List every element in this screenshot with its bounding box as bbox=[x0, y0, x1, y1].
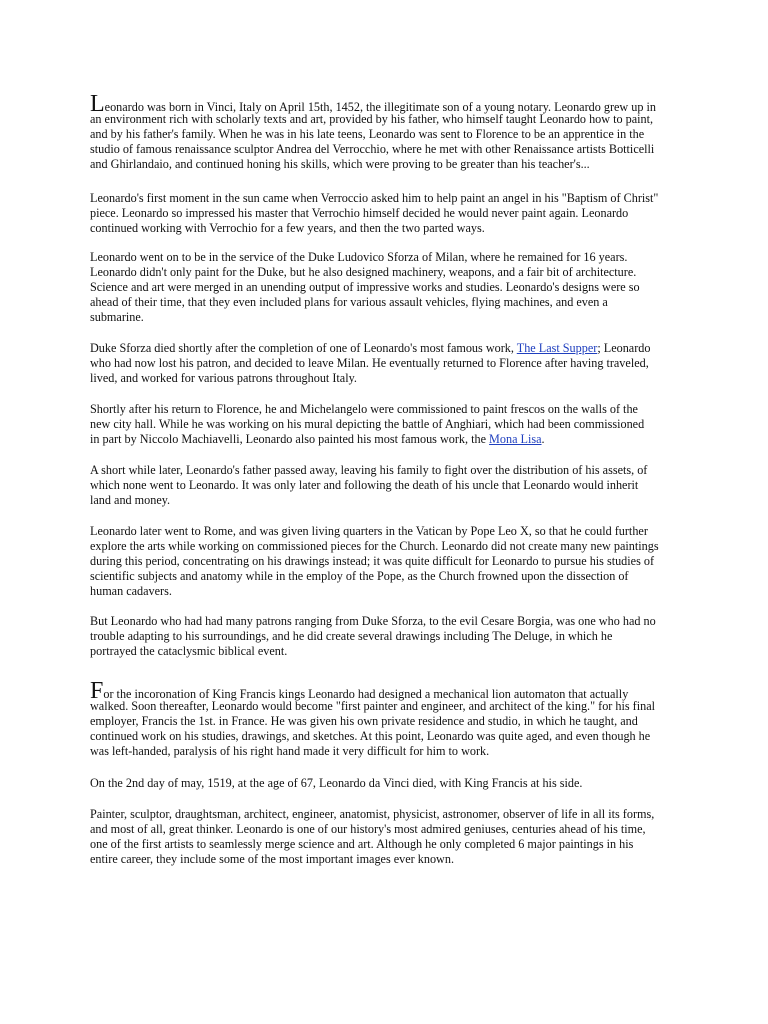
paragraph-line: Leonardo was born in Vinci, Italy on April 15th, 1452, the illegitimate son of a young notary. Leonardo grew up in bbox=[90, 91, 656, 117]
paragraph-patrons bbox=[90, 614, 690, 659]
paragraph-rome bbox=[90, 524, 690, 599]
paragraph-king-francis bbox=[90, 678, 690, 759]
paragraph-line: and by his father's family. When he was in his late teens, Leonardo was sent to Florence to be an apprentice in the bbox=[90, 127, 645, 142]
paragraph-death bbox=[90, 776, 690, 791]
paragraph-line: portrayed the cataclysmic biblical event. bbox=[90, 644, 288, 659]
paragraph-sforza bbox=[90, 250, 690, 325]
paragraph-line: trouble adapting to his surroundings, and he did create several drawings including The Deluge, in which he bbox=[90, 629, 613, 644]
paragraph-line: Leonardo later went to Rome, and was given living quarters in the Vatican by Pope Leo X, so that he could further bbox=[90, 524, 648, 538]
paragraph-line: Duke Sforza died shortly after the completion of one of Leonardo's most famous work, The Last Supper; Leonardo bbox=[90, 341, 651, 355]
paragraph-line: lived, and worked for various patrons throughout Italy. bbox=[90, 371, 357, 386]
link-mona-lisa[interactable]: Mona Lisa bbox=[489, 432, 542, 447]
paragraph-line: studio of famous renaissance sculptor Andrea del Verrocchio, where he met with other Renaissance artists Botticelli bbox=[90, 142, 655, 157]
paragraph-line: piece. Leonardo so impressed his master that Verrochio himself decided he would never paint again. Leonardo bbox=[90, 206, 629, 221]
paragraph-mona-lisa bbox=[90, 402, 690, 447]
paragraph-line: land and money. bbox=[90, 493, 171, 508]
paragraph-line: new city hall. While he was working on his mural depicting the battle of Anghiari, which had been commissioned bbox=[90, 417, 645, 432]
paragraph-father-death bbox=[90, 463, 690, 508]
paragraph-line: explore the arts while working on commissioned pieces for the Church. Leonardo did not create many new paintings bbox=[90, 539, 659, 554]
paragraph-line: ahead of their time, that they even included plans for various assault vehicles, flying machines, and even a bbox=[90, 295, 608, 310]
paragraph-line: entire career, they include some of the most important images ever known. bbox=[90, 852, 454, 867]
paragraph-line: human cadavers. bbox=[90, 584, 172, 599]
paragraph-legacy bbox=[90, 807, 690, 867]
paragraph-line: who had now lost his patron, and decided to leave Milan. He eventually returned to Florence after having traveled, bbox=[90, 356, 649, 371]
paragraph-verrocchio bbox=[90, 191, 690, 236]
paragraph-line: continued working with Verrochio for a few years, and then the two parted ways. bbox=[90, 221, 485, 236]
paragraph-line: and most of all, great thinker. Leonardo is one of our history's most admired geniuses, centuries ahead of his time, bbox=[90, 822, 646, 837]
paragraph-line: submarine. bbox=[90, 310, 144, 325]
paragraph-line: and Ghirlandaio, and continued honing his skills, which were proving to be greater than his teacher's... bbox=[90, 157, 590, 172]
paragraph-line: in part by Niccolo Machiavelli, Leonardo also painted his most famous work, the Mona Lisa. bbox=[90, 432, 545, 447]
paragraph-line: For the incoronation of King Francis kings Leonardo had designed a mechanical lion automaton that actually bbox=[90, 678, 629, 704]
paragraph-line: was left-handed, paralysis of his right hand made it very difficult for him to work. bbox=[90, 744, 490, 759]
paragraph-line: A short while later, Leonardo's father passed away, leaving his family to fight over the distribution of his assets, of bbox=[90, 463, 648, 477]
paragraph-line: Leonardo went on to be in the service of the Duke Ludovico Sforza of Milan, where he remained for 16 years. bbox=[90, 250, 628, 264]
paragraph-line: Leonardo's first moment in the sun came when Verroccio asked him to help paint an angel in his "Baptism of Christ" bbox=[90, 191, 659, 205]
paragraph-line: But Leonardo who had had many patrons ranging from Duke Sforza, to the evil Cesare Borgia, was one who had no bbox=[90, 614, 656, 628]
link-the-last-supper[interactable]: The Last Supper bbox=[516, 341, 598, 355]
paragraph-birth bbox=[90, 91, 690, 172]
drop-cap: L bbox=[90, 91, 105, 117]
paragraph-line: during this period, concentrating on his drawings instead; it was quite difficult for Leonardo to pursue his studies of bbox=[90, 554, 655, 569]
paragraph-line: which none went to Leonardo. It was only later and following the death of his uncle that Leonardo would inherit bbox=[90, 478, 639, 493]
paragraph-line: Shortly after his return to Florence, he and Michelangelo were commissioned to paint frescos on the walls of the bbox=[90, 402, 638, 416]
drop-cap: F bbox=[90, 678, 104, 704]
paragraph-line: continued work on his studies, drawings, and sketches. At this point, Leonardo was quite aged, and even though he bbox=[90, 729, 651, 744]
paragraph-last-supper bbox=[90, 341, 690, 386]
paragraph-line: scientific subjects and anatomy while in the employ of the Pope, as the Church frowned upon the dissection of bbox=[90, 569, 629, 584]
paragraph-line: Leonardo didn't only paint for the Duke, but he also designed machinery, weapons, and a fair bit of architecture. bbox=[90, 265, 637, 280]
paragraph-line: Science and art were merged in an unending output of impressive works and studies. Leonardo's designs were so bbox=[90, 280, 640, 295]
paragraph-line: an environment rich with scholarly texts and art, provided by his father, who himself taught Leonardo how to paint, bbox=[90, 112, 654, 127]
paragraph-line: employer, Francis the 1st. in France. He was given his own private residence and studio, in which he taught, and bbox=[90, 714, 638, 729]
paragraph-line: On the 2nd day of may, 1519, at the age of 67, Leonardo da Vinci died, with King Francis at his side. bbox=[90, 776, 583, 790]
paragraph-line: walked. Soon thereafter, Leonardo would become "first painter and engineer, and architect of the king." for his final bbox=[90, 699, 655, 714]
paragraph-line: Painter, sculptor, draughtsman, architect, engineer, anatomist, physicist, astronomer, observer of life in all its forms, bbox=[90, 807, 655, 821]
paragraph-line: one of the first artists to seamlessly merge science and art. Although he only completed 6 major paintings in his bbox=[90, 837, 634, 852]
